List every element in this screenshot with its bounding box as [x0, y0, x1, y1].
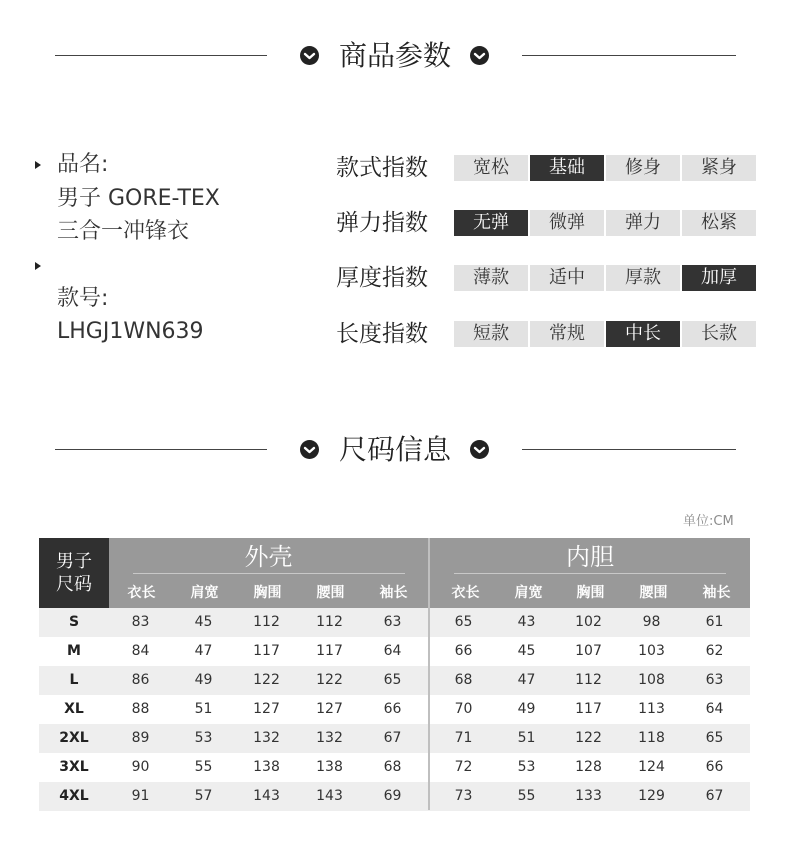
column-header: 袖长 [379, 585, 408, 601]
size-cell: XL [64, 701, 84, 717]
size-cell: 4XL [59, 788, 89, 804]
value-cell: 51 [194, 701, 213, 717]
size-cell: L [69, 672, 79, 688]
value-cell: 117 [575, 701, 602, 717]
value-cell: 102 [575, 614, 602, 630]
value-cell: 138 [253, 759, 280, 775]
table-row [39, 782, 750, 811]
product-name-line1: 男子 GORE-TEX [57, 186, 220, 211]
value-cell: 117 [316, 643, 343, 659]
value-cell: 122 [575, 730, 602, 746]
corner-line2: 尺码 [56, 574, 92, 595]
value-cell: 72 [454, 759, 473, 775]
table-row [39, 608, 750, 637]
divider-line [522, 449, 736, 450]
column-header: 袖长 [702, 585, 731, 601]
index-option: 紧身 [682, 155, 756, 181]
table-group-shell [109, 538, 428, 608]
table-row [39, 666, 750, 695]
column-header: 腰围 [316, 585, 345, 601]
value-cell: 143 [316, 788, 343, 804]
value-cell: 107 [575, 643, 602, 659]
table-corner-header [39, 538, 109, 608]
value-cell: 68 [383, 759, 402, 775]
index-option: 薄款 [454, 265, 528, 291]
value-cell: 47 [517, 672, 536, 688]
chevron-down-icon [470, 440, 489, 459]
value-cell: 112 [253, 614, 280, 630]
index-label-elasticity: 弹力指数 [336, 210, 428, 236]
chevron-down-icon [300, 46, 319, 65]
index-option: 适中 [530, 265, 604, 291]
value-cell: 89 [131, 730, 150, 746]
column-header: 衣长 [451, 585, 480, 601]
value-cell: 53 [194, 730, 213, 746]
value-cell: 57 [194, 788, 213, 804]
product-code-value: LHGJ1WN639 [57, 319, 204, 344]
value-cell: 143 [253, 788, 280, 804]
value-cell: 90 [131, 759, 150, 775]
value-cell: 127 [316, 701, 343, 717]
divider-line [55, 449, 267, 450]
table-row [39, 695, 750, 724]
value-cell: 61 [705, 614, 724, 630]
value-cell: 113 [638, 701, 665, 717]
index-option-selected: 无弹 [454, 210, 528, 236]
index-label-length: 长度指数 [336, 321, 428, 347]
value-cell: 49 [517, 701, 536, 717]
index-option: 宽松 [454, 155, 528, 181]
product-name-line2: 三合一冲锋衣 [57, 219, 190, 244]
section-title: 商品参数 [338, 39, 451, 72]
size-cell: S [68, 614, 80, 630]
section-header-size [0, 430, 790, 470]
chevron-down-icon [470, 46, 489, 65]
value-cell: 65 [705, 730, 724, 746]
value-cell: 67 [705, 788, 724, 804]
value-cell: 127 [253, 701, 280, 717]
column-header: 胸围 [576, 585, 605, 601]
index-label-style: 款式指数 [336, 155, 428, 181]
index-option: 弹力 [606, 210, 680, 236]
section-header-params [0, 36, 790, 76]
value-cell: 71 [454, 730, 473, 746]
table-row [39, 753, 750, 782]
index-option: 松紧 [682, 210, 756, 236]
index-option-selected: 加厚 [682, 265, 756, 291]
value-cell: 65 [383, 672, 402, 688]
value-cell: 129 [638, 788, 665, 804]
corner-line1: 男子 [56, 551, 92, 572]
value-cell: 62 [705, 643, 724, 659]
value-cell: 88 [131, 701, 150, 717]
divider-line [55, 55, 267, 56]
size-cell: 2XL [59, 730, 89, 746]
value-cell: 132 [253, 730, 280, 746]
divider-line [522, 55, 736, 56]
value-cell: 108 [638, 672, 665, 688]
index-option: 短款 [454, 321, 528, 347]
table-group-liner [430, 538, 750, 608]
column-header: 胸围 [253, 585, 282, 601]
table-row [39, 724, 750, 753]
value-cell: 63 [383, 614, 402, 630]
value-cell: 66 [383, 701, 402, 717]
value-cell: 55 [517, 788, 536, 804]
table-group-divider [428, 538, 430, 810]
column-header: 肩宽 [190, 585, 219, 601]
value-cell: 63 [705, 672, 724, 688]
value-cell: 124 [638, 759, 665, 775]
value-cell: 53 [517, 759, 536, 775]
group-rule [454, 573, 726, 574]
value-cell: 65 [454, 614, 473, 630]
value-cell: 68 [454, 672, 473, 688]
index-option: 厚款 [606, 265, 680, 291]
section-title: 尺码信息 [338, 433, 451, 466]
value-cell: 51 [517, 730, 536, 746]
index-label-thickness: 厚度指数 [336, 265, 428, 291]
value-cell: 138 [316, 759, 343, 775]
triangle-bullet-icon [35, 161, 41, 169]
size-cell: M [67, 643, 81, 659]
value-cell: 55 [194, 759, 213, 775]
value-cell: 43 [517, 614, 536, 630]
value-cell: 122 [316, 672, 343, 688]
value-cell: 132 [316, 730, 343, 746]
value-cell: 128 [575, 759, 602, 775]
value-cell: 64 [383, 643, 402, 659]
unit-label: 单位:CM [683, 514, 734, 529]
column-header: 肩宽 [514, 585, 543, 601]
value-cell: 45 [194, 614, 213, 630]
index-option-selected: 中长 [606, 321, 680, 347]
table-row [39, 637, 750, 666]
index-option: 修身 [606, 155, 680, 181]
value-cell: 69 [383, 788, 402, 804]
value-cell: 112 [575, 672, 602, 688]
column-header: 腰围 [639, 585, 668, 601]
value-cell: 49 [194, 672, 213, 688]
product-name-label: 品名: [57, 152, 109, 177]
value-cell: 66 [454, 643, 473, 659]
value-cell: 45 [517, 643, 536, 659]
index-option: 微弹 [530, 210, 604, 236]
value-cell: 66 [705, 759, 724, 775]
value-cell: 84 [131, 643, 150, 659]
value-cell: 83 [131, 614, 150, 630]
group-title: 内胆 [566, 543, 614, 571]
value-cell: 133 [575, 788, 602, 804]
value-cell: 118 [638, 730, 665, 746]
value-cell: 122 [253, 672, 280, 688]
value-cell: 67 [383, 730, 402, 746]
value-cell: 47 [194, 643, 213, 659]
triangle-bullet-icon [35, 262, 41, 270]
value-cell: 70 [454, 701, 473, 717]
group-rule [133, 573, 405, 574]
index-option-selected: 基础 [530, 155, 604, 181]
value-cell: 91 [131, 788, 150, 804]
value-cell: 112 [316, 614, 343, 630]
index-option: 长款 [682, 321, 756, 347]
product-code-label: 款号: [57, 286, 109, 311]
value-cell: 64 [705, 701, 724, 717]
value-cell: 103 [638, 643, 665, 659]
column-header: 衣长 [127, 585, 156, 601]
value-cell: 86 [131, 672, 150, 688]
index-option: 常规 [530, 321, 604, 347]
group-title: 外壳 [244, 543, 293, 571]
value-cell: 98 [642, 614, 661, 630]
size-cell: 3XL [59, 759, 89, 775]
value-cell: 73 [454, 788, 473, 804]
chevron-down-icon [300, 440, 319, 459]
value-cell: 117 [253, 643, 280, 659]
